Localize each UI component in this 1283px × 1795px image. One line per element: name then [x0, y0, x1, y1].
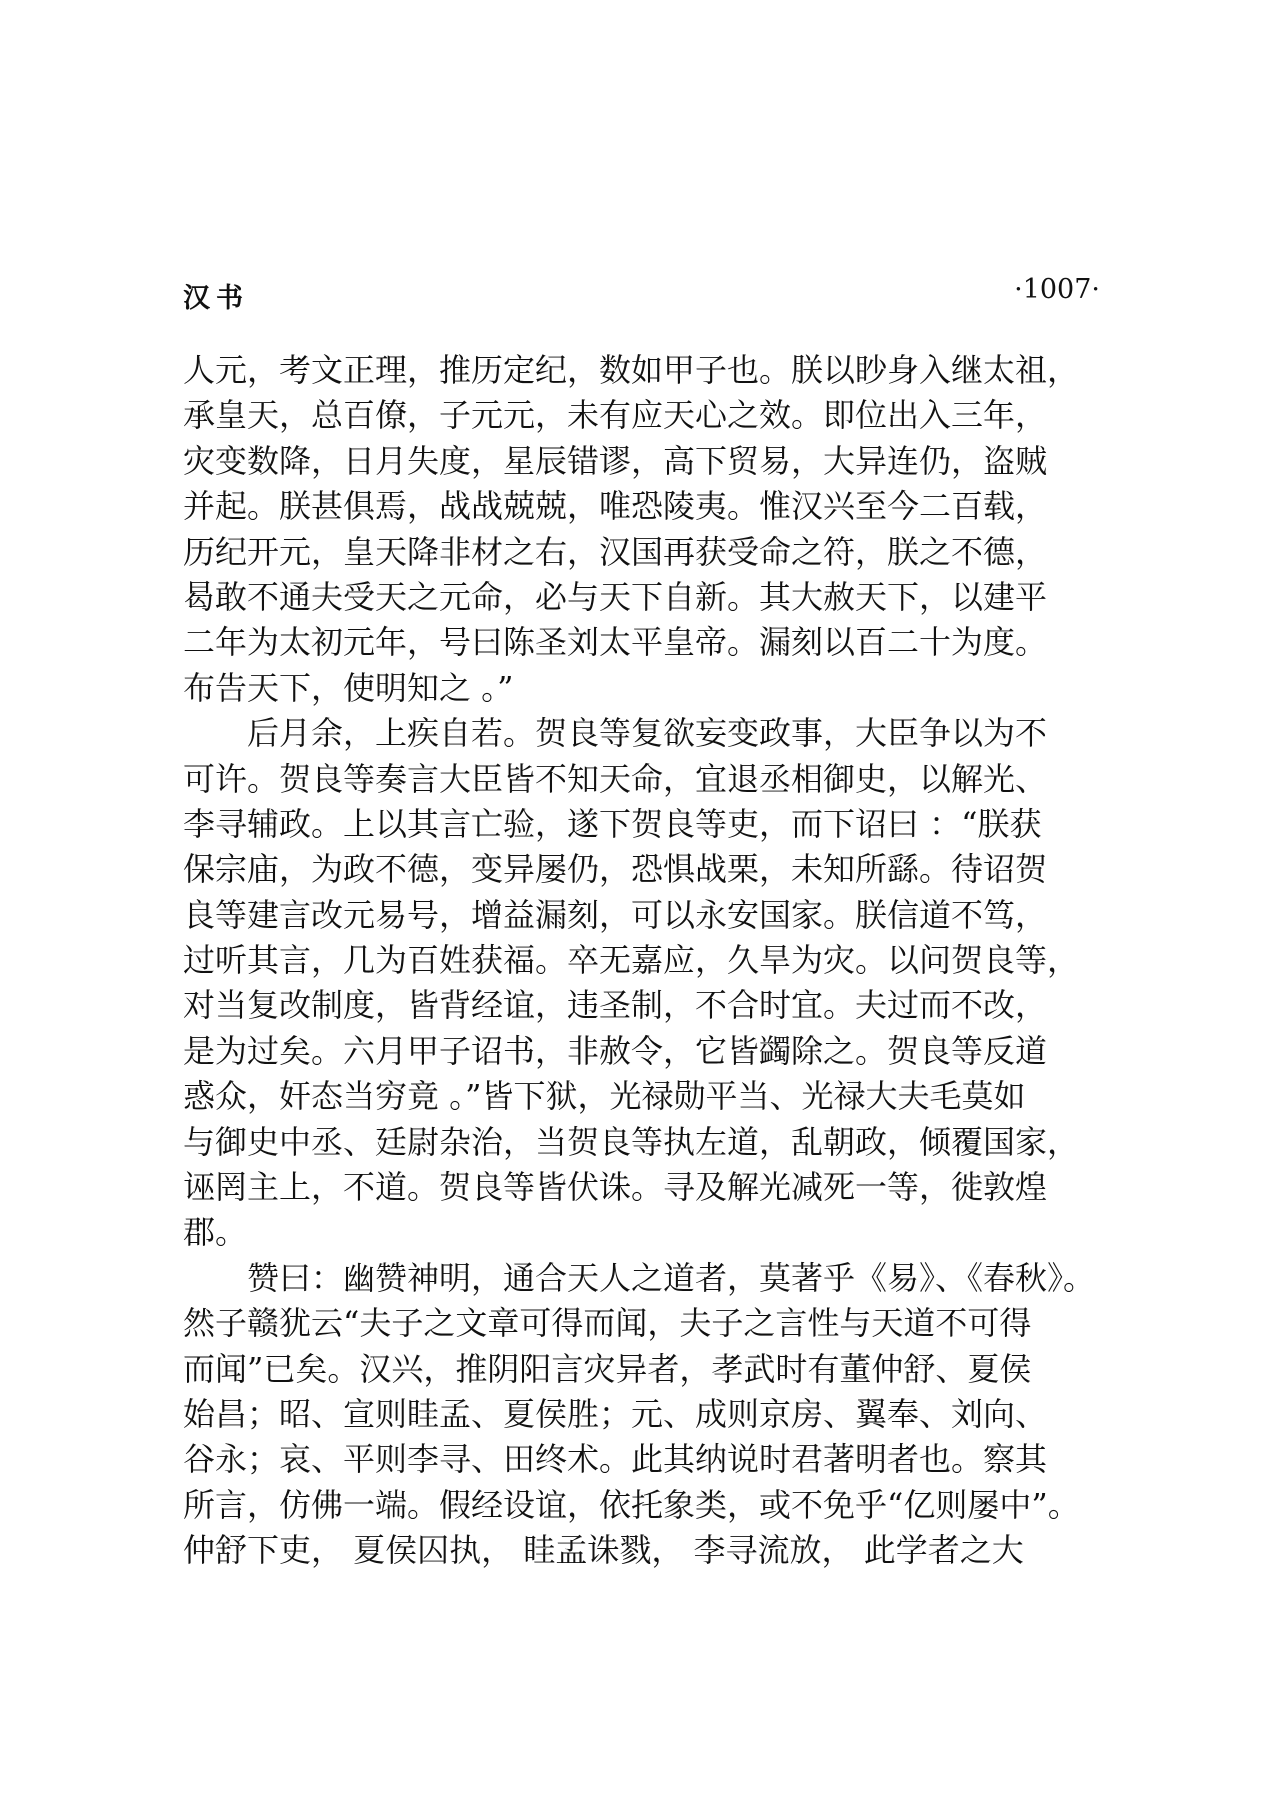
text-line: 历纪开元，皇天降非材之右，汉国再获受命之符，朕之不德，	[183, 532, 1048, 571]
text-line: 保宗庙，为政不德，变异屡仍，恐惧战栗，未知所繇。待诏贺	[183, 850, 1048, 889]
text-line: 与御史中丞、廷尉杂治，当贺良等执左道，乱朝政，倾覆国家，	[183, 1122, 1080, 1161]
text-line: 惑众，奸态当穷竟 。”皆下狱，光禄勋平当、光禄大夫毛莫如	[183, 1077, 1026, 1116]
body-text	[183, 348, 1143, 1574]
page-number: ·1007·	[1014, 274, 1100, 305]
text-line: 并起。朕甚俱焉，战战兢兢，唯恐陵夷。惟汉兴至今二百载，	[183, 487, 1048, 526]
book-title: 汉书	[183, 283, 249, 314]
text-line: 然子赣犹云“夫子之文章可得而闻，夫子之言性与天道不可得	[183, 1304, 1032, 1343]
text-line: 曷敢不通夫受天之元命，必与天下自新。其大赦天下，以建平	[183, 577, 1048, 616]
text-line: 可许。贺良等奏言大臣皆不知天命，宜退丞相御史，以解光、	[183, 759, 1048, 798]
text-line: 诬罔主上，不道。贺良等皆伏诛。寻及解光减死一等，徙敦煌	[183, 1168, 1048, 1207]
text-line: 谷永；哀、平则李寻、田终术。此其纳说时君著明者也。察其	[183, 1440, 1048, 1479]
text-line: 而闻”已矣。汉兴，推阴阳言灾异者，孝武时有董仲舒、夏侯	[183, 1349, 1032, 1388]
text-line: 灾变数降，日月失度，星辰错谬，高下贸易，大异连仍，盗贼	[183, 441, 1048, 480]
text-line: 郡。	[183, 1213, 248, 1252]
text-line: 赞曰：幽赞神明，通合天人之道者，莫著乎《易》、《春秋》。	[183, 1258, 1096, 1297]
running-head	[183, 268, 1100, 318]
text-line: 良等建言改元易号，增益漏刻，可以永安国家。朕信道不笃，	[183, 895, 1048, 934]
text-line: 后月余，上疾自若。贺良等复欲妄变政事，大臣争以为不	[183, 714, 1048, 753]
text-line: 布告天下，使明知之 。”	[183, 668, 514, 707]
text-line: 李寻辅政。上以其言亡验，遂下贺良等吏，而下诏曰 ：“朕获	[183, 804, 1042, 843]
text-line: 二年为太初元年，号曰陈圣刘太平皇帝。漏刻以百二十为度。	[183, 623, 1048, 662]
text-line: 是为过矣。六月甲子诏书，非赦令，它皆蠲除之。贺良等反道	[183, 1031, 1048, 1070]
text-line: 仲舒下吏， 夏侯囚执， 眭孟诛戮， 李寻流放， 此学者之大	[183, 1531, 1024, 1570]
text-line: 过听其言，几为百姓获福。卒无嘉应，久旱为灾。以问贺良等，	[183, 941, 1080, 980]
text-line: 承皇天，总百僚，子元元，未有应天心之效。即位出入三年，	[183, 396, 1048, 435]
text-line: 始昌；昭、宣则眭孟、夏侯胜；元、成则京房、翼奉、刘向、	[183, 1394, 1048, 1433]
text-line: 所言，仿佛一端。假经设谊，依托象类，或不免乎“亿则屡中”。	[183, 1485, 1080, 1524]
text-line: 对当复改制度，皆背经谊，违圣制，不合时宜。夫过而不改，	[183, 986, 1048, 1025]
text-line: 人元，考文正理，推历定纪，数如甲子也。朕以眇身入继太祖，	[183, 351, 1080, 389]
